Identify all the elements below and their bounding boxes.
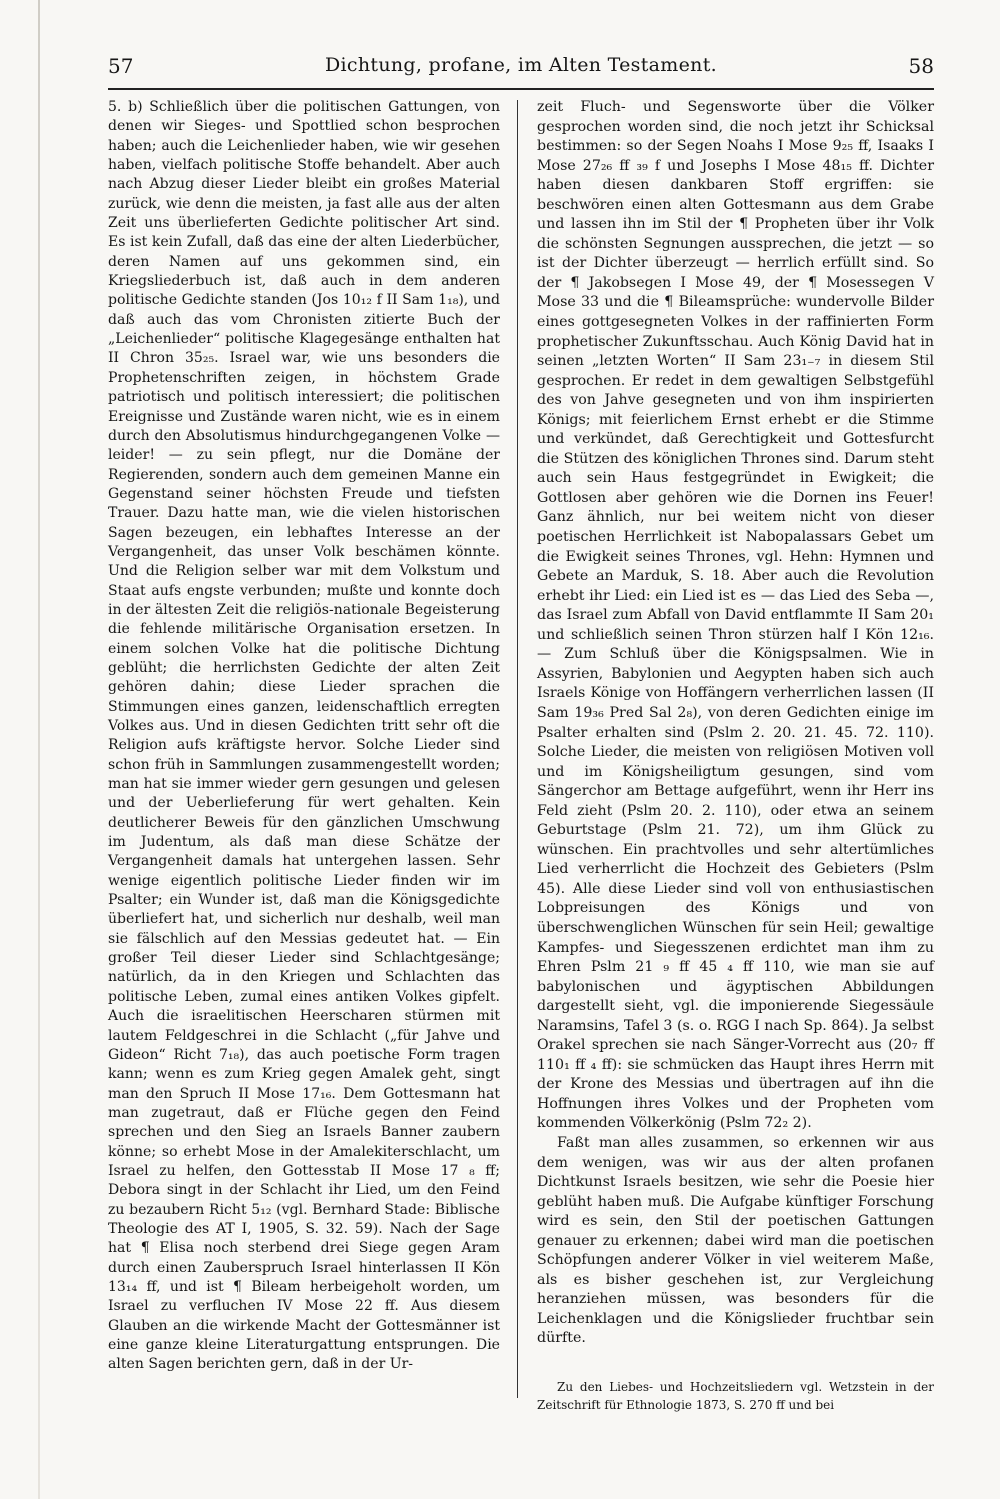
page-number-left: 57 <box>108 54 134 78</box>
right-paragraph-1: zeit Fluch- und Segensworte über die Völker gesprochen worden sind, die noch jetzt ihr Schicksal bestimmen: so der Segen Noahs I Mose 9₂₅ ff, Isaaks I Mose 27₂₆ ff ₃₉ f und Josephs I Mose 48₁₅ ff. Dichter haben diesen dankbaren Stoff ergriffen: sie beschwören einen alten Gottesmann aus dem Grabe und lassen ihn im Stil der ¶ Propheten über ihr Volk die schönsten Segnungen aussprechen, die jetzt — so ist der Dichter überzeugt — herrlich erfüllt sind. So der ¶ Jakobsegen I Mose 49, der ¶ Mosessegen V Mose 33 und die ¶ Bileamsprüche: wundervolle Bilder eines gottgesegneten Volkes in der raffinierten Form prophetischer Zukunftsschau. Auch König David hat in seinen „letzten Worten“ II Sam 23₁₋₇ in diesem Stil gesprochen. Er redet in dem gewaltigen Selbstgefühl des von Jahve gesegneten und von ihm inspirierten Königs; mit feierlichem Ernst erhebt er die Stimme und verkündet, daß Gerechtigkeit und Gottesfurcht die Stützen des königlichen Thrones sind. Darum steht auch sein Haus festgegründet in Ewigkeit; die Gottlosen aber gehören wie die Dornen ins Feuer! Ganz ähnlich, nur bei weitem nicht von dieser poetischen Herrlichkeit ist Nabopalassars Gebet um die Ewigkeit seines Thrones, vgl. Hehn: Hymnen und Gebete an Marduk, S. 18. Aber auch die Revolution erhebt ihr Lied: ein Lied ist es — das Lied des Seba —, das Israel zum Abfall von David entflammte II Sam 20₁ und schließlich seinen Thron stürzen half I Kön 12₁₆. — Zum Schluß über die Königspsalmen. Wie in Assyrien, Babylonien und Aegypten haben sich auch Israels Könige von Hoffängern verherrlichen lassen (II Sam 19₃₆ Pred Sal 2₈), von deren Gedichten einige im Psalter erhalten sind (Pslm 2. 20. 21. 45. 72. 110). Solche Lieder, die meisten von religiösen Motiven voll und im Königsheiligtum gesungen, sind vom Sängerchor am Bettage aufgeführt, wenn ihr Herr ins Feld zieht (Pslm 20. 2. 110), oder etwa an seinem Geburtstage (Pslm 21. 72), um ihm Glück zu wünschen. Ein prachtvolles und sehr altertümliches Lied verherrlicht die Hochzeit des Gebieters (Pslm 45). Alle diese Lieder sind voll von enthusiastischen Lobpreisungen des Königs und von überschwenglichen Wünschen für sein Heil; gewaltige Kampfes- und Siegesszenen erdichtet man ihm zu Ehren Pslm 21 ₉ ff 45 ₄ ff 110, wie man sie auf babylonischen und ägyptischen Abbildungen dargestellt sieht, vgl. die imponierende Siegessäule Naramsins, Tafel 3 (s. o. RGG I nach Sp. 864). Ja selbst Orakel sprechen sie nach Sänger-Vorrecht aus (20₇ ff 110₁ ff ₄ ff): sie schmücken das Haupt ihres Herrn mit der Krone des Messias und übertragen auf ihn die Hoffnungen ihres Volkes und der Propheten vom kommenden Völkerkönig (Pslm 72₂ 2). <box>537 99 934 1132</box>
running-title: Dichtung, profane, im Alten Testament. <box>325 54 717 76</box>
page-number-right: 58 <box>908 54 934 78</box>
left-paragraph: 5. b) Schließlich über die politischen Gattungen, von denen wir Sieges- und Spottlied schon besprochen haben; auch die Leichenlieder haben, wie wir gesehen haben, vielfach politische Stoffe behandelt. Aber auch nach Abzug dieser Lieder bleibt ein großes Material zurück, wie denn die meisten, ja fast alle aus der alten Zeit uns überlieferten Gedichte politischer Art sind. Es ist kein Zufall, daß das eine der alten Liederbücher, deren Namen auf uns gekommen sind, ein Kriegsliederbuch ist, daß auch in dem anderen politische Gedichte standen (Jos 10₁₂ f II Sam 1₁₈), und daß auch das vom Chronisten zitierte Buch der „Leichenlieder“ politische Klagegesänge enthalten hat II Chron 35₂₅. Israel war, wie uns besonders die Prophetenschriften zeigen, in höchstem Grade patriotisch und politisch interessiert; die politischen Ereignisse und Zustände waren nicht, wie es in einem durch den Absolutismus hindurchgegangenen Volke — leider! — zu sein pflegt, nur die Domäne der Regierenden, sondern auch dem gemeinen Manne ein Gegenstand seiner höchsten Freude und tiefsten Trauer. Dazu hatte man, wie die vielen historischen Sagen bezeugen, ein lebhaftes Interesse an der Vergangenheit, das unser Volk beschämen könnte. Und die Religion selber war mit dem Volkstum und Staat aufs engste verbunden; mußte und konnte doch in der ältesten Zeit die religiös-nationale Begeisterung die fehlende militärische Organisation ersetzen. In einem solchen Volke hat die politische Dichtung geblüht; die herrlichsten Gedichte der alten Zeit gehören dahin; diese Lieder sprachen die Stimmungen eines ganzen, leidenschaftlich erregten Volkes aus. Und in diesen Gedichten tritt sehr oft die Religion aufs kräftigste hervor. Solche Lieder sind schon früh in Sammlungen zusammengestellt worden; man hat sie immer wieder gern gesungen und gelesen und der Ueberlieferung für wert gehalten. Kein deutlicherer Beweis für den gänzlichen Umschwung im Judentum, als daß man diese Schätze der Vergangenheit damals hat untergehen lassen. Sehr wenige eigentlich politische Lieder finden wir im Psalter; ein Wunder ist, daß man die Königsgedichte überliefert hat, und sicherlich nur deshalb, weil man sie fälschlich auf den Messias gedeutet hat. — Ein großer Teil dieser Lieder sind Schlachtgesänge; natürlich, da in den Kriegen und Schlachten das politische Leben, zumal eines antiken Volkes gipfelt. Auch die israelitischen Heerscharen stürmen mit lautem Feldgeschrei in die Schlacht („für Jahve und Gideon“ Richt 7₁₈), das auch poetische Form tragen kann; wenn es zum Krieg gegen Amalek geht, singt man den Spruch II Mose 17₁₆. Dem Gottesmann hat man zugetraut, daß er Flüche gegen den Feind sprechen und den Sieg an Israels Banner zaubern könne; so erhebt Mose in der Amalekiterschlacht, um Israel zu helfen, den Gottesstab II Mose 17 ₈ ff; Debora singt in der Schlacht ihr Lied, um den Feind zu bezaubern Richt 5₁₂ (vgl. Bernhard Stade: Biblische Theologie des AT I, 1905, S. 32. 59). Nach der Sage hat ¶ Elisa noch sterbend drei Siege gegen Aram durch einen Zauberspruch Israel hinterlassen II Kön 13₁₄ ff, und ist ¶ Bileam herbeigeholt worden, um Israel zu verfluchen IV Mose 22 ff. Aus diesem Glauben an die wirkende Macht der Gottesmänner ist eine ganze kleine Literaturgattung entsprungen. Die alten Sagen berichten gern, daß in der Ur- <box>108 99 500 1373</box>
column-divider <box>517 100 518 1398</box>
left-column <box>108 98 500 1375</box>
page-header <box>108 54 934 84</box>
footnote: Zu den Liebes- und Hochzeitsliedern vgl. Wetzstein in der Zeitschrift für Ethnologie 1873, S. 270 ff und bei <box>537 1380 934 1412</box>
page-edge <box>38 0 40 1499</box>
right-column <box>537 98 934 1349</box>
right-paragraph-2: Faßt man alles zusammen, so erkennen wir aus dem wenigen, was wir aus der alten profanen Dichtkunst Israels besitzen, wie sehr die Poesie hier geblüht haben muß. Die Aufgabe künftiger Forschung wird es sein, den Stil der poetischen Gattungen genauer zu erkennen; dabei wird man die poetischen Schöpfungen anderer Völker in viel weiterem Maße, als es bisher geschehen ist, zur Vergleichung heranziehen müssen, was besonders für die Leichenklagen und die Königslieder fruchtbar sein dürfte. <box>537 1134 934 1347</box>
header-rule <box>108 88 934 90</box>
